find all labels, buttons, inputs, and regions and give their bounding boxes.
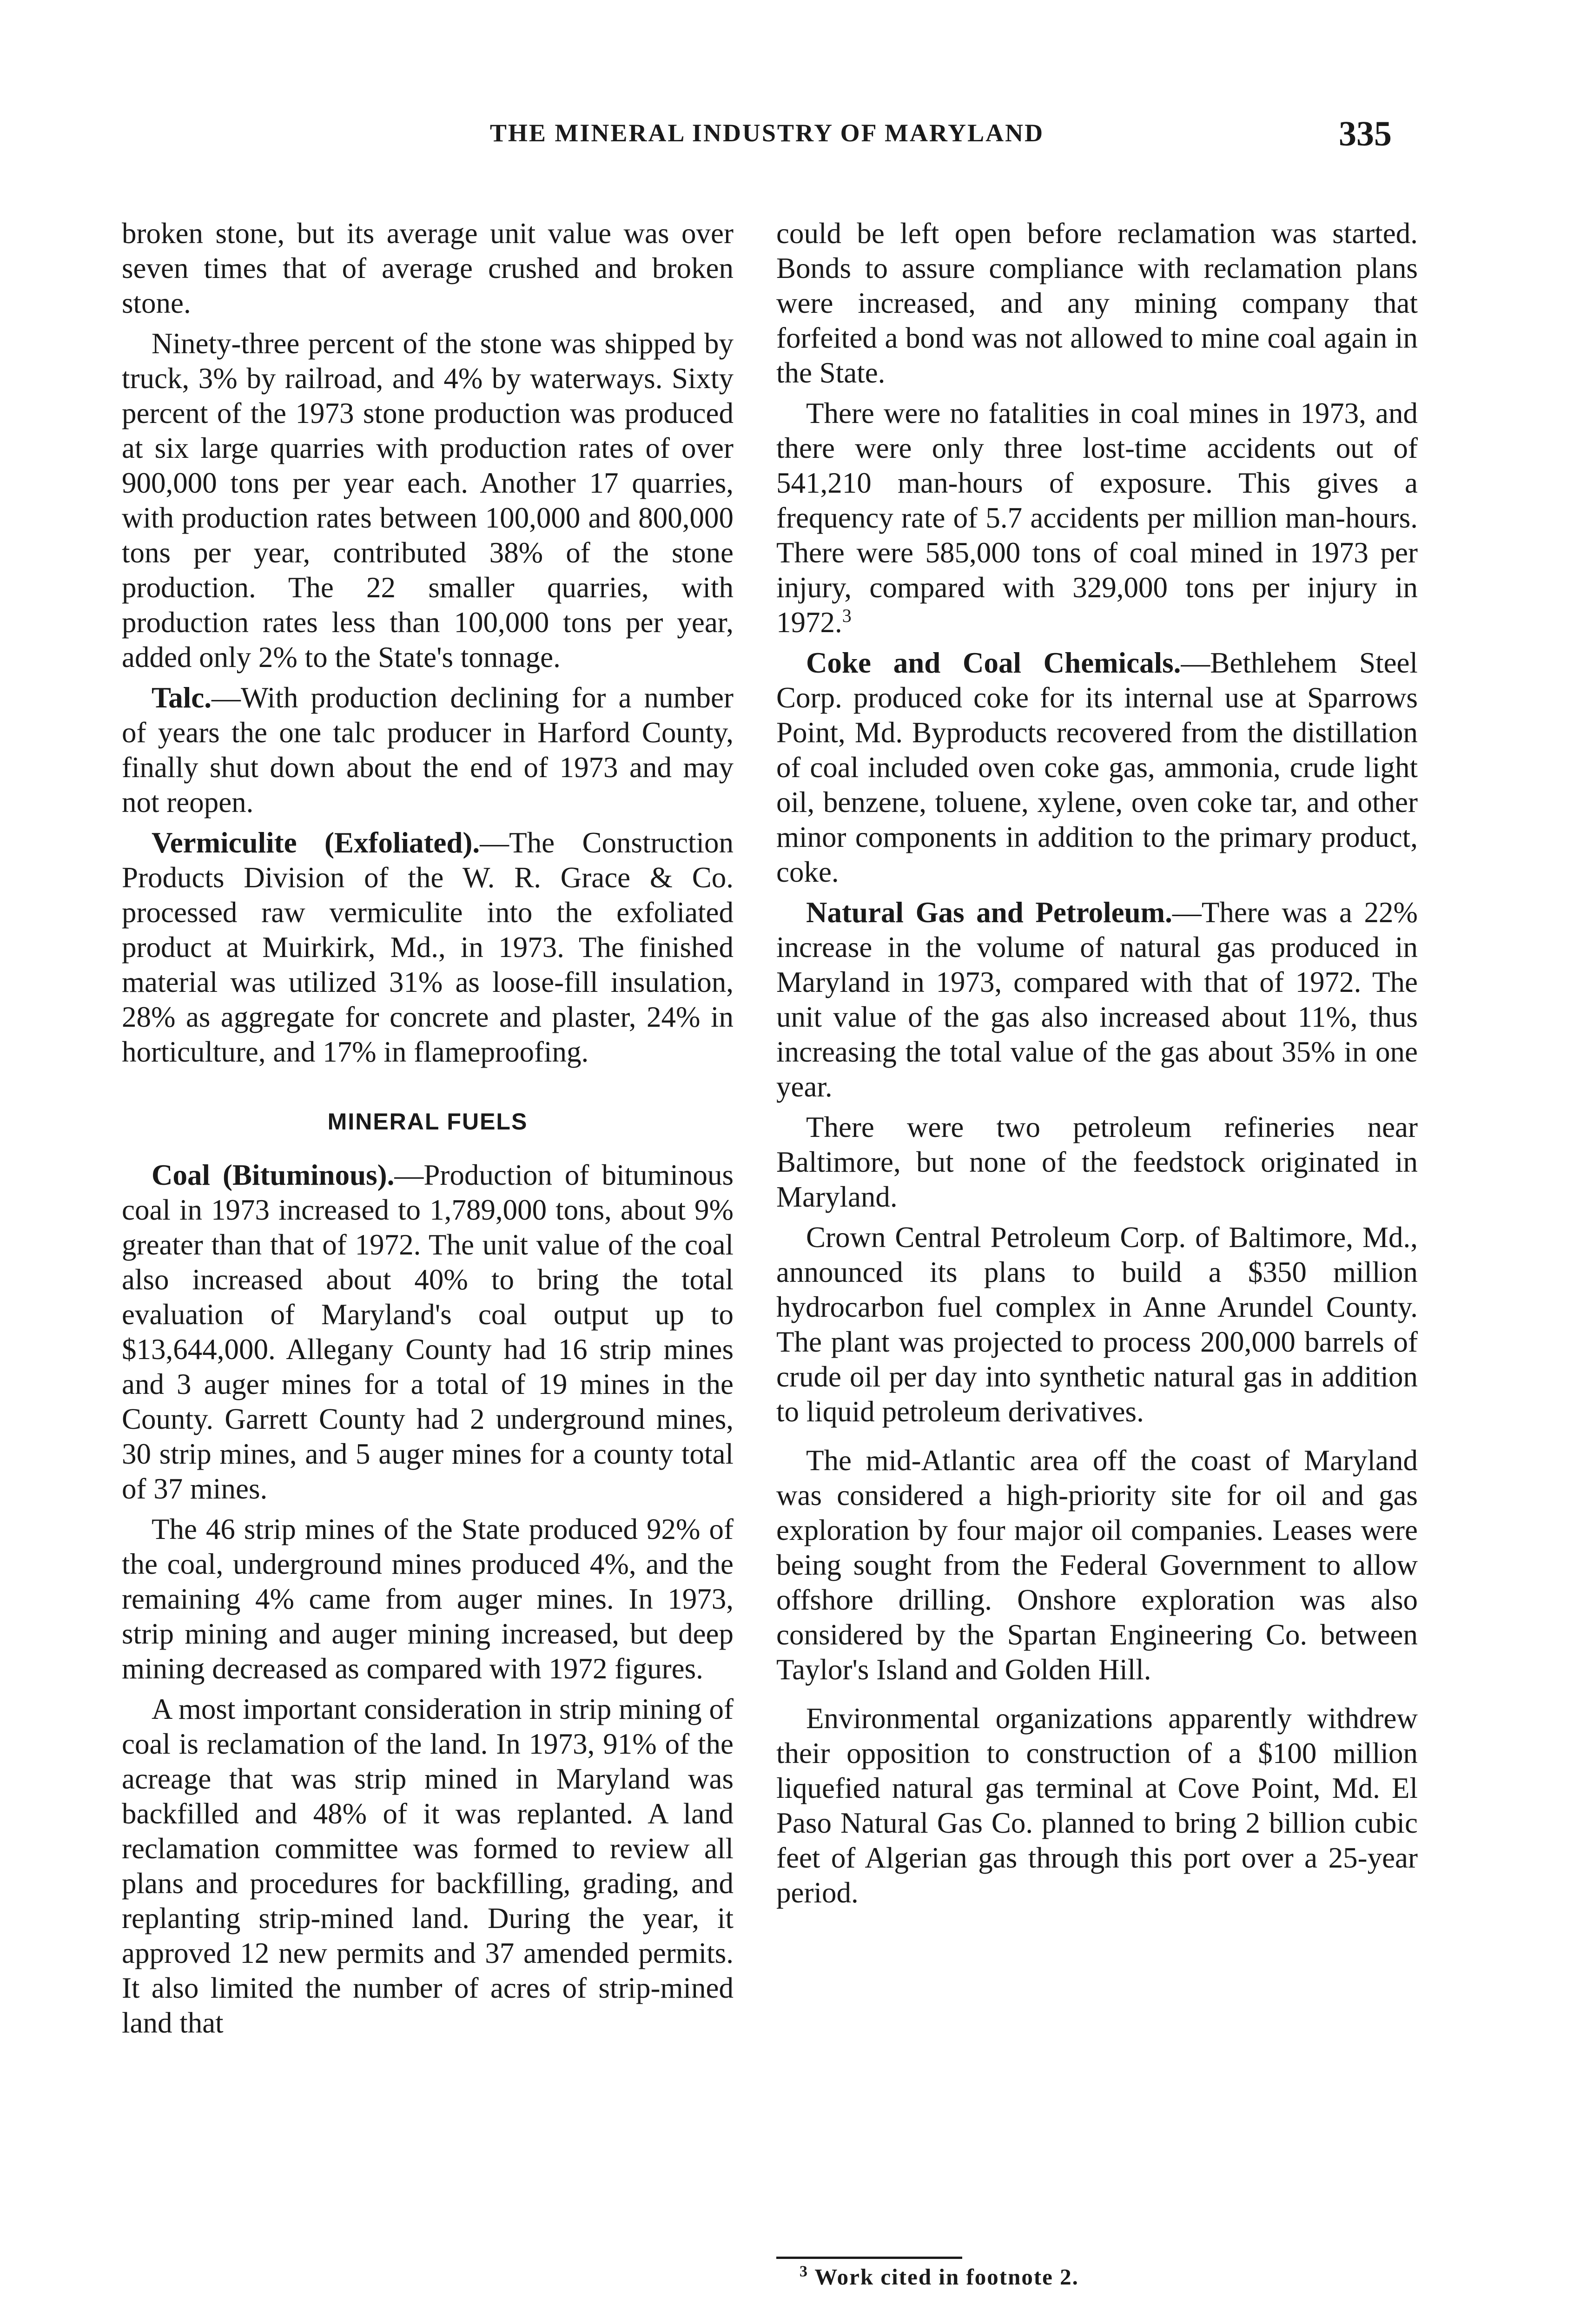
paragraph-vermiculite [122, 825, 734, 1070]
paragraph-talc [122, 680, 734, 820]
running-title: THE MINERAL INDUSTRY OF MARYLAND [489, 119, 1044, 147]
vermiculite-heading: Vermiculite (Exfoliated). [152, 826, 480, 859]
paragraph-stone-value: broken stone, but its average unit value was over seven times that of average crushed and broken stone. [122, 217, 734, 319]
paragraph-reclamation-continued: could be left open before reclamation was started. Bonds to assure compliance with reclamation plans were increased, and any mining company that forfeited a bond was not allowed to mine coal again in the State. [776, 217, 1418, 389]
paragraph-environmental: Environmental organizations apparently withdrew their opposition to construction of a $100 million liquefied natural gas terminal at Cove Point, Md. El Paso Natural Gas Co. planned to bring 2 billion cubic feet of Algerian gas through this port over a 25-year period. [776, 1702, 1418, 1909]
page-number: 335 [1339, 114, 1392, 153]
footnote-text: Work cited in footnote 2. [814, 2264, 1079, 2290]
coal-safety-text: There were no fatalities in coal mines in 1973, and there were only three lost-time accidents out of 541,210 man-hours of exposure. This gives a frequency rate of 5.7 accidents per million man-hours. There were 585,000 tons of coal mined in 1973 per injury, compared with 329,000 tons per injury in 1972. [776, 397, 1418, 639]
paragraph-strip-mines: The 46 strip mines of the State produced 92% of the coal, underground mines produced 4%, and the remaining 4% came from auger mines. In 1973, strip mining and auger mining increased, but deep mining decreased as compared with 1972 figures. [122, 1513, 734, 1685]
coke-text: —Bethlehem Steel Corp. produced coke for its internal use at Sparrows Point, Md. Byproducts recovered from the distillation of coal included oven coke gas, ammonia, crude light oil, benzene, toluene, xylene, oven coke tar, and other minor components in addition to the primary product, coke. [776, 647, 1418, 888]
paragraph-reclamation: A most important consideration in strip mining of coal is reclamation of the land. In 1973, 91% of the acreage that was strip mined in Maryland was backfilled and 48% of it was replanted. A land reclamation committee was formed to review all plans and procedures for backfilling, grading, and replanting strip-mined land. During the year, it approved 12 new permits and 37 amended permits. It also limited the number of acres of strip-mined land that [122, 1693, 734, 2039]
paragraph-refineries: There were two petroleum refineries near Baltimore, but none of the feedstock originated in Maryland. [776, 1111, 1418, 1213]
paragraph-natural-gas [776, 895, 1418, 1104]
paragraph-stone-shipping: Ninety-three percent of the stone was shipped by truck, 3% by railroad, and 4% by waterways. Sixty percent of the 1973 stone production was produced at six large quarries with production rates of over 900,000 tons per year each. Another 17 quarries, with production rates between 100,000 and 800,000 tons per year, contributed 38% of the stone production. The 22 smaller quarries, with production rates less than 100,000 tons per year, added only 2% to the State's tonnage. [122, 327, 734, 673]
paragraph-mid-atlantic: The mid-Atlantic area off the coast of Maryland was considered a high-priority site for oil and gas exploration by four major oil companies. Leases were being sought from the Federal Government to allow offshore drilling. Onshore exploration was also considered by the Spartan Engineering Co. between Taylor's Island and Golden Hill. [776, 1444, 1418, 1686]
paragraph-crown-central: Crown Central Petroleum Corp. of Baltimore, Md., announced its plans to build a $350 million hydrocarbon fuel complex in Anne Arundel County. The plant was projected to process 200,000 barrels of crude oil per day into synthetic natural gas in addition to liquid petroleum derivatives. [776, 1221, 1418, 1428]
talc-text: —With production declining for a number of years the one talc producer in Harford County, finally shut down about the end of 1973 and may not reopen. [122, 681, 734, 819]
paragraph-coal [122, 1158, 734, 1506]
footnote [800, 2264, 1404, 2290]
vermiculite-text: —The Construction Products Division of the W. R. Grace & Co. processed raw vermiculite into the exfoliated product at Muirkirk, Md., in 1973. The finished material was utilized 31% as loose-fill insulation, 28% as aggregate for concrete and plaster, 24% in horticulture, and 17% in flameproofing. [122, 826, 734, 1068]
natural-gas-heading: Natural Gas and Petroleum. [806, 896, 1172, 929]
paragraph-coal-safety [776, 396, 1418, 640]
paragraph-coke [776, 646, 1418, 890]
coal-text: —Production of bituminous coal in 1973 increased to 1,789,000 tons, about 9% greater than that of 1972. The unit value of the coal also increased about 40% to bring the total evaluation of Maryland's coal output up to $13,644,000. Allegany County had 16 strip mines and 3 auger mines for a total of 19 mines in the County. Garrett County had 2 underground mines, 30 strip mines, and 5 auger mines for a county total of 37 mines. [122, 1159, 734, 1505]
left-column [122, 216, 734, 2046]
natural-gas-text: —There was a 22% increase in the volume of natural gas produced in Maryland in 1973, compared with that of 1972. The unit value of the gas also increased about 11%, thus increasing the total value of the gas about 35% in one year. [776, 896, 1418, 1103]
coal-heading: Coal (Bituminous). [152, 1159, 395, 1191]
talc-heading: Talc. [152, 681, 212, 714]
footnote-reference: 3 [842, 605, 852, 626]
footnote-marker: 3 [800, 2263, 808, 2280]
right-column [776, 216, 1418, 1916]
section-heading-mineral-fuels: MINERAL FUELS [327, 1109, 528, 1135]
footnote-divider [776, 2257, 962, 2259]
coke-heading: Coke and Coal Chemicals. [806, 647, 1181, 679]
